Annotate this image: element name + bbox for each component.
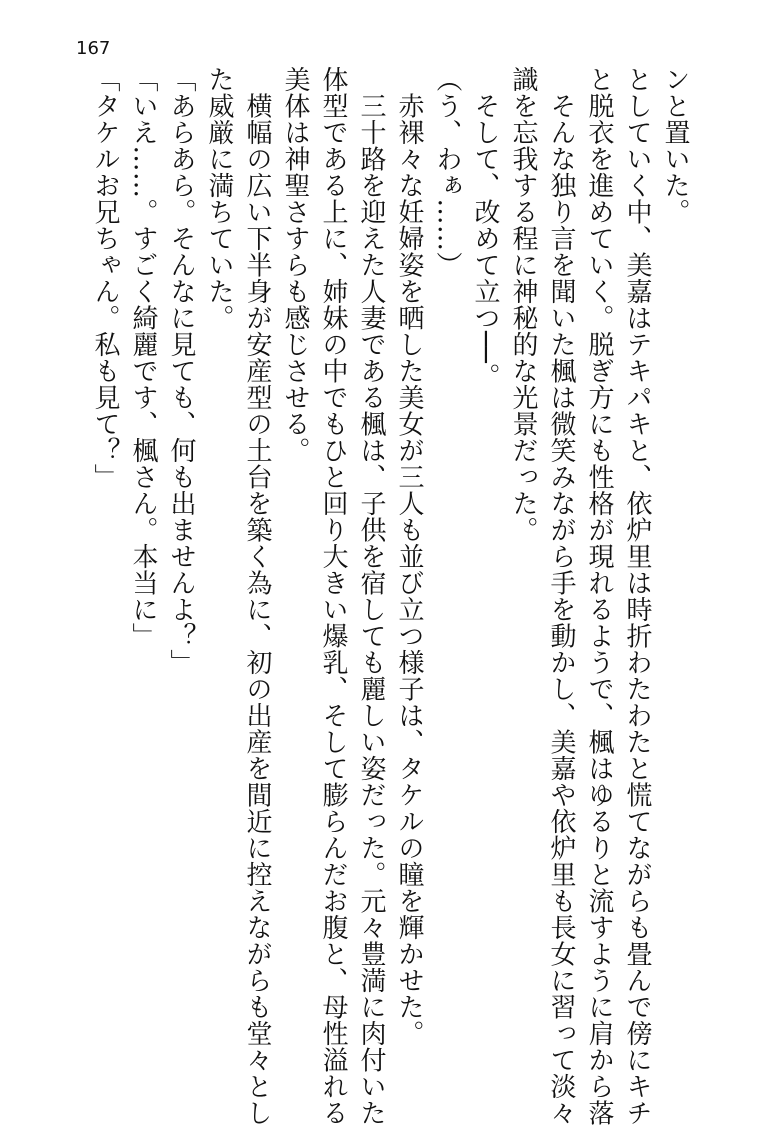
text-line: としていく中、美嘉はテキパキと、依炉里は時折わたわたと慌てながらも畳んで傍にキチ: [622, 66, 652, 1126]
text-line: そんな独り言を聞いた楓は微笑みながら手を動かし、美嘉や依炉里も長女に習って淡々: [546, 66, 576, 1126]
text-line: 「あらあら。そんなに見ても、何も出ませんよ？」: [166, 66, 196, 676]
text-line: そして、改めて立つ──。: [470, 66, 500, 390]
text-line: 横幅の広い下半身が安産型の土台を築く為に、初の出産を間近に控えながらも堂々とし: [242, 66, 272, 1126]
text-line: 赤裸々な妊婦姿を晒した美女が三人も並び立つ様子は、タケルの瞳を輝かせた。: [394, 66, 424, 1047]
text-line: と脱衣を進めていく。脱ぎ方にも性格が現れるようで、楓はゆるりと流すように肩から落: [584, 66, 614, 1126]
text-line: 体型である上に、姉妹の中でもひと回り大きい爆乳、そして膨らんだお腹と、母性溢れる: [318, 66, 348, 1126]
page-number: 167: [76, 38, 111, 59]
text-line: 識を忘我する程に神秘的な光景だった。: [508, 66, 538, 543]
text-line: 三十路を迎えた人妻である楓は、子供を宿しても麗しい姿だった。元々豊満に肉付いた: [356, 66, 386, 1126]
text-line: （う、わぁ……）: [432, 66, 462, 278]
text-line: た威厳に満ちていた。: [204, 66, 234, 331]
text-line: 「いえ……。すごく綺麗です、楓さん。本当に」: [128, 66, 158, 649]
text-line: 「タケルお兄ちゃん。私も見て？」: [90, 66, 120, 490]
vertical-text-body: [86, 66, 694, 1126]
text-line: ンと置いた。: [660, 66, 690, 225]
text-line: 美体は神聖さすらも感じさせる。: [280, 66, 310, 464]
